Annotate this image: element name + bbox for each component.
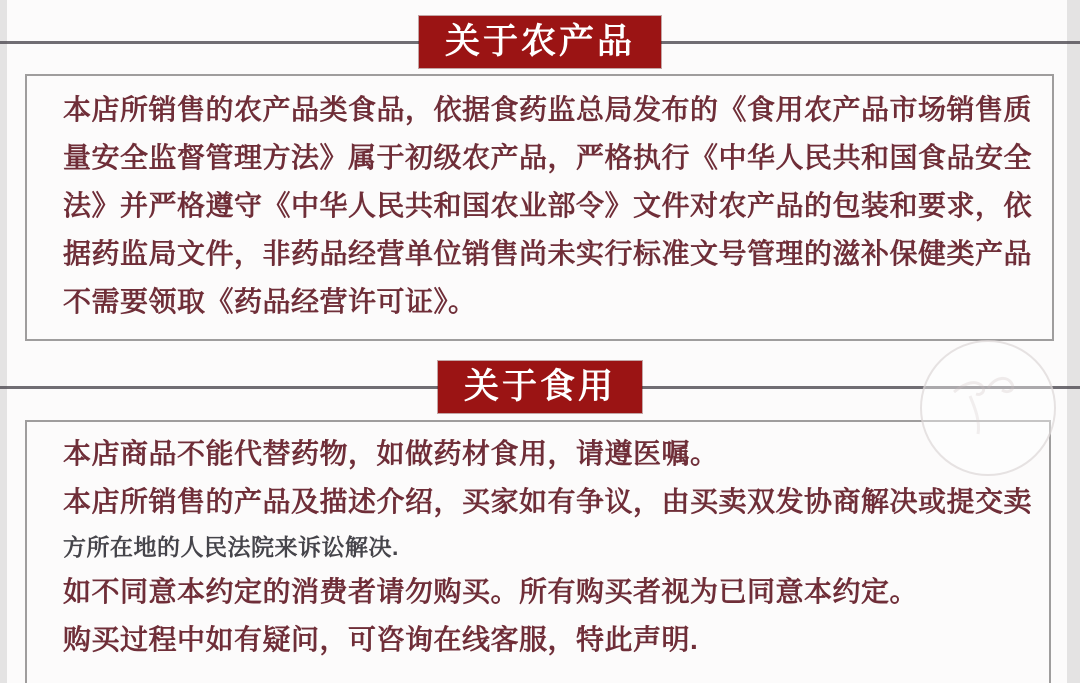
page-edge-right <box>1067 0 1080 683</box>
disclaimer-line: 量安全监督管理方法》属于初级农产品，严格执行《中华人民共和国食品安全 <box>63 142 1033 173</box>
disclaimer-line-continuation: 方所在地的人民法院来诉讼解决. <box>63 534 399 560</box>
page-edge-left <box>0 0 7 683</box>
disclaimer-line: 如不同意本约定的消费者请勿购买。所有购买者视为已同意本约定。 <box>63 576 919 607</box>
disclaimer-line: 不需要领取《药品经营许可证》。 <box>63 286 477 317</box>
disclaimer-line: 法》并严格遵守《中华人民共和国农业部令》文件对农产品的包装和要求，依 <box>63 190 1033 221</box>
disclaimer-line: 购买过程中如有疑问，可咨询在线客服，特此声明. <box>63 624 699 655</box>
section-header-agricultural <box>419 16 661 68</box>
section-title: 关于农产品 <box>444 22 636 61</box>
consumption-disclaimer-box <box>25 420 1051 683</box>
disclaimer-line: 本店所销售的农产品类食品，依据食药监总局发布的《食用农产品市场销售质 <box>63 94 1033 125</box>
disclaimer-line: 据药监局文件，非药品经营单位销售尚未实行标准文号管理的滋补保健类产品 <box>63 238 1033 269</box>
agricultural-disclaimer-box <box>25 74 1054 341</box>
section-header-consumption <box>438 361 642 413</box>
disclaimer-line: 本店所销售的产品及描述介绍，买家如有争议，由买卖双发协商解决或提交卖 <box>63 486 1033 517</box>
section-title: 关于食用 <box>463 367 617 406</box>
disclaimer-line: 本店商品不能代替药物，如做药材食用，请遵医嘱。 <box>63 438 719 469</box>
